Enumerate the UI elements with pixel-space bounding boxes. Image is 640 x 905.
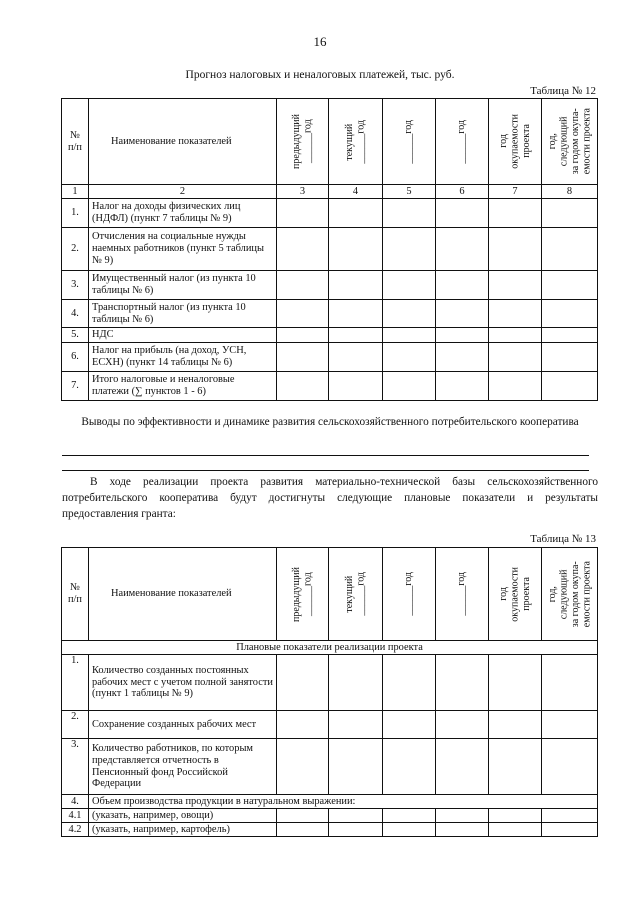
sum-symbol: ∑ bbox=[135, 386, 143, 397]
row-num: 4.2 bbox=[62, 823, 89, 837]
cell[interactable] bbox=[436, 199, 489, 228]
cell[interactable] bbox=[436, 823, 489, 837]
header-next-year: год, следующий за годом окупа- емости проекта bbox=[542, 548, 598, 641]
cell[interactable] bbox=[489, 328, 542, 343]
cell[interactable] bbox=[489, 809, 542, 823]
table-row bbox=[62, 328, 598, 343]
col-number: 7 bbox=[489, 185, 542, 199]
cell[interactable] bbox=[542, 739, 598, 795]
answer-line-2[interactable] bbox=[62, 470, 589, 471]
header-num: № п/п bbox=[62, 548, 89, 641]
cell[interactable] bbox=[277, 271, 329, 300]
cell[interactable] bbox=[542, 809, 598, 823]
cell[interactable] bbox=[542, 823, 598, 837]
page-number: 16 bbox=[313, 34, 327, 49]
row-num: 3. bbox=[62, 739, 89, 795]
row-num: 6. bbox=[62, 343, 89, 372]
cell[interactable] bbox=[329, 823, 383, 837]
cell[interactable] bbox=[277, 199, 329, 228]
row-name: Имущественный налог (из пункта 10 таблицы № 6) bbox=[89, 271, 277, 300]
cell[interactable] bbox=[436, 300, 489, 328]
cell[interactable] bbox=[436, 228, 489, 271]
table-row bbox=[62, 228, 598, 271]
cell[interactable] bbox=[383, 711, 436, 739]
col-number: 1 bbox=[62, 185, 89, 199]
header-year-5: ______год bbox=[383, 99, 436, 185]
row-num: 4. bbox=[62, 300, 89, 328]
cell[interactable] bbox=[383, 739, 436, 795]
row-num: 2. bbox=[62, 711, 89, 739]
row-name: Количество работников, по которым представляется отчетность в Пенсионный фонд Российской Федерации bbox=[89, 739, 277, 795]
table-row bbox=[62, 823, 598, 837]
cell[interactable] bbox=[383, 823, 436, 837]
col-number: 6 bbox=[436, 185, 489, 199]
table-row bbox=[62, 655, 598, 711]
cell[interactable] bbox=[277, 809, 329, 823]
cell[interactable] bbox=[277, 328, 329, 343]
cell[interactable] bbox=[277, 343, 329, 372]
table-row bbox=[62, 199, 598, 228]
table-row bbox=[62, 300, 598, 328]
row-num: 4.1 bbox=[62, 809, 89, 823]
cell[interactable] bbox=[436, 739, 489, 795]
cell[interactable] bbox=[542, 372, 598, 401]
cell[interactable] bbox=[277, 655, 329, 711]
cell[interactable] bbox=[383, 328, 436, 343]
table-row bbox=[62, 739, 598, 795]
cell[interactable] bbox=[329, 655, 383, 711]
table-row bbox=[62, 711, 598, 739]
cell[interactable] bbox=[542, 300, 598, 328]
col-number: 5 bbox=[383, 185, 436, 199]
row-name: Отчисления на социальные нужды наемных работников (пункт 5 таблицы № 9) bbox=[89, 228, 277, 271]
cell[interactable] bbox=[489, 343, 542, 372]
row-num: 1. bbox=[62, 655, 89, 711]
table-13-header-row bbox=[62, 548, 598, 641]
row-num: 2. bbox=[62, 228, 89, 271]
conclusion-heading: Выводы по эффективности и динамике развития сельскохозяйственного потребительского кооператива bbox=[81, 416, 579, 428]
cell[interactable] bbox=[489, 739, 542, 795]
table-12-label: Таблица № 12 bbox=[530, 85, 596, 97]
results-paragraph: В ходе реализации проекта развития материально-технической базы сельскохозяйственного потребительского кооператива будут достигнуты следующие плановые показатели и результаты предоставления гранта: bbox=[62, 476, 598, 520]
cell[interactable] bbox=[436, 711, 489, 739]
table-row bbox=[62, 809, 598, 823]
section-row bbox=[62, 641, 598, 655]
header-name: Наименование показателей bbox=[89, 548, 277, 641]
row-name: Объем производства продукции в натуральном выражении: bbox=[89, 795, 598, 809]
cell[interactable] bbox=[329, 809, 383, 823]
row-name: Транспортный налог (из пункта 10 таблицы № 6) bbox=[89, 300, 277, 328]
header-next-year: год, следующий за годом окупа- емости проекта bbox=[542, 99, 598, 185]
table-row-total bbox=[62, 372, 598, 401]
cell[interactable] bbox=[436, 655, 489, 711]
cell[interactable] bbox=[542, 655, 598, 711]
cell[interactable] bbox=[329, 328, 383, 343]
cell[interactable] bbox=[383, 300, 436, 328]
cell[interactable] bbox=[383, 228, 436, 271]
cell[interactable] bbox=[383, 809, 436, 823]
cell[interactable] bbox=[489, 271, 542, 300]
header-num: № п/п bbox=[62, 99, 89, 185]
col-number: 4 bbox=[329, 185, 383, 199]
row-num: 1. bbox=[62, 199, 89, 228]
cell[interactable] bbox=[329, 739, 383, 795]
table-row bbox=[62, 271, 598, 300]
cell[interactable] bbox=[489, 199, 542, 228]
table-row bbox=[62, 343, 598, 372]
header-current-year: текущий ______год bbox=[329, 99, 383, 185]
header-year-5: ______год bbox=[383, 548, 436, 641]
header-current-year: текущий ______год bbox=[329, 548, 383, 641]
cell[interactable] bbox=[277, 372, 329, 401]
cell[interactable] bbox=[489, 300, 542, 328]
table-12 bbox=[61, 98, 598, 401]
cell[interactable] bbox=[542, 343, 598, 372]
cell[interactable] bbox=[329, 199, 383, 228]
row-name: Налог на доходы физических лиц (НДФЛ) (пункт 7 таблицы № 9) bbox=[89, 199, 277, 228]
answer-line-1[interactable] bbox=[62, 455, 589, 456]
row-name: Сохранение созданных рабочих мест bbox=[89, 711, 277, 739]
cell[interactable] bbox=[542, 271, 598, 300]
cell[interactable] bbox=[489, 372, 542, 401]
table-13 bbox=[61, 547, 598, 837]
cell[interactable] bbox=[489, 823, 542, 837]
header-year-6: ______год bbox=[436, 99, 489, 185]
cell[interactable] bbox=[329, 372, 383, 401]
row-num: 3. bbox=[62, 271, 89, 300]
section-title: Плановые показатели реализации проекта bbox=[62, 641, 598, 655]
cell[interactable] bbox=[383, 655, 436, 711]
table-12-caption: Прогноз налоговых и неналоговых платежей, тыс. руб. bbox=[185, 69, 455, 81]
cell[interactable] bbox=[277, 300, 329, 328]
cell[interactable] bbox=[489, 711, 542, 739]
header-payback-year: год окупаемости проекта bbox=[489, 99, 542, 185]
cell[interactable] bbox=[329, 271, 383, 300]
cell[interactable] bbox=[489, 228, 542, 271]
row-name: (указать, например, овощи) bbox=[89, 809, 277, 823]
row-num: 4. bbox=[62, 795, 89, 809]
cell[interactable] bbox=[383, 199, 436, 228]
row-name: НДС bbox=[89, 328, 277, 343]
cell[interactable] bbox=[436, 343, 489, 372]
cell[interactable] bbox=[277, 228, 329, 271]
table-12-header-row bbox=[62, 99, 598, 185]
cell[interactable] bbox=[383, 372, 436, 401]
cell[interactable] bbox=[542, 328, 598, 343]
cell[interactable] bbox=[436, 809, 489, 823]
cell[interactable] bbox=[542, 711, 598, 739]
cell[interactable] bbox=[436, 271, 489, 300]
row-name: Итого налоговые и неналоговые платежи (∑ пунктов 1 - 6) bbox=[89, 372, 277, 401]
header-prev-year: предыдущий ______год bbox=[277, 548, 329, 641]
cell[interactable] bbox=[383, 343, 436, 372]
cell[interactable] bbox=[277, 823, 329, 837]
cell[interactable] bbox=[489, 655, 542, 711]
cell[interactable] bbox=[329, 300, 383, 328]
cell[interactable] bbox=[329, 343, 383, 372]
header-payback-year: год окупаемости проекта bbox=[489, 548, 542, 641]
row-name: Количество созданных постоянных рабочих мест с учетом полной занятости (пункт 1 таблицы № 9) bbox=[89, 655, 277, 711]
col-number: 3 bbox=[277, 185, 329, 199]
cell[interactable] bbox=[383, 271, 436, 300]
cell[interactable] bbox=[542, 228, 598, 271]
cell[interactable] bbox=[329, 228, 383, 271]
row-name: Налог на прибыль (на доход, УСН, ЕСХН) (пункт 14 таблицы № 6) bbox=[89, 343, 277, 372]
cell[interactable] bbox=[329, 711, 383, 739]
header-prev-year: предыдущий ______год bbox=[277, 99, 329, 185]
header-name: Наименование показателей bbox=[89, 99, 277, 185]
cell[interactable] bbox=[277, 711, 329, 739]
table-13-label: Таблица № 13 bbox=[530, 533, 596, 545]
cell[interactable] bbox=[277, 739, 329, 795]
column-number-row bbox=[62, 185, 598, 199]
row-name: (указать, например, картофель) bbox=[89, 823, 277, 837]
cell[interactable] bbox=[436, 372, 489, 401]
row-num: 7. bbox=[62, 372, 89, 401]
col-number: 8 bbox=[542, 185, 598, 199]
col-number: 2 bbox=[89, 185, 277, 199]
cell[interactable] bbox=[436, 328, 489, 343]
row-num: 5. bbox=[62, 328, 89, 343]
cell[interactable] bbox=[542, 199, 598, 228]
table-row bbox=[62, 795, 598, 809]
header-year-6: ______год bbox=[436, 548, 489, 641]
